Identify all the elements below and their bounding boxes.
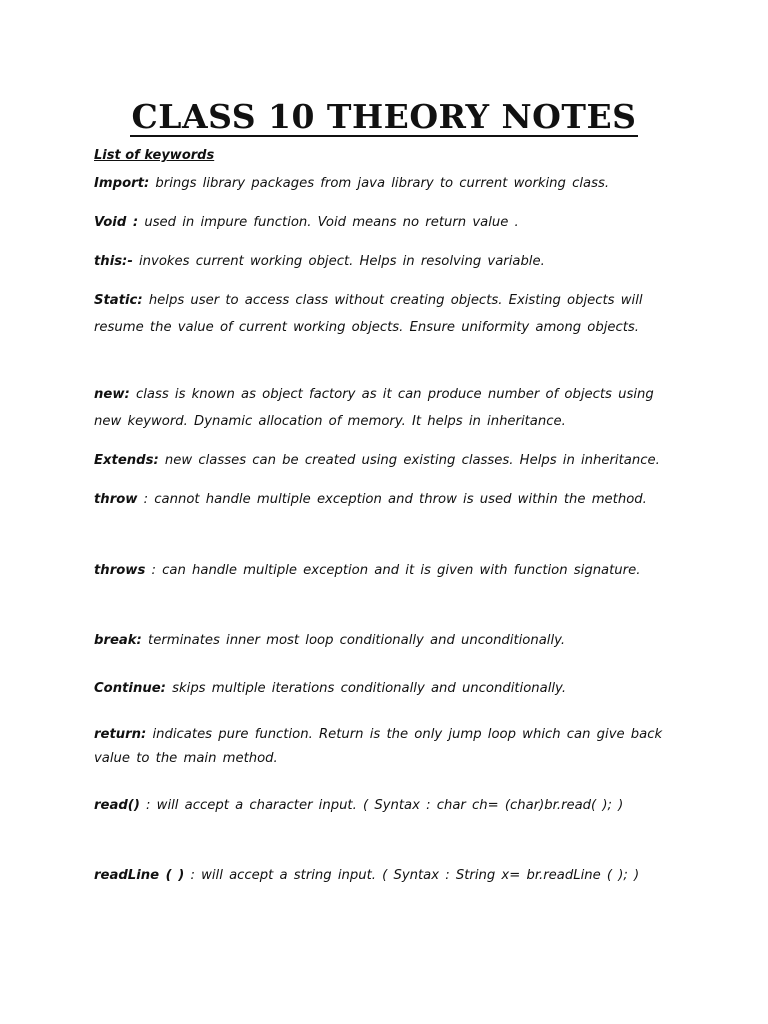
keyword-entry-static bbox=[94, 287, 682, 341]
keyword-term: return: bbox=[94, 727, 147, 742]
keyword-description: indicates pure function. Return is the only jump loop which can give back value to the main method. bbox=[94, 727, 663, 766]
keyword-term: Import: bbox=[94, 176, 150, 191]
keyword-entry-continue bbox=[94, 677, 682, 701]
page-title bbox=[0, 96, 768, 138]
keyword-term: read() bbox=[94, 798, 140, 813]
keyword-entry-return bbox=[94, 723, 682, 771]
keyword-term: Static: bbox=[94, 293, 143, 308]
keyword-description: : can handle multiple exception and it is given with function signature. bbox=[145, 563, 641, 578]
keyword-description: brings library packages from java library to current working class. bbox=[149, 176, 610, 191]
keyword-entry-import bbox=[94, 172, 682, 196]
keyword-description: skips multiple iterations conditionally and unconditionally. bbox=[165, 681, 567, 696]
keyword-description: : will accept a string input. ( Syntax : String x= br.readLine ( ); ) bbox=[184, 868, 640, 883]
keyword-entry-extends bbox=[94, 449, 682, 473]
keyword-description: class is known as object factory as it can produce number of objects using new keyword. Dynamic allocation of memory. It helps in inheritance. bbox=[94, 387, 654, 429]
keyword-term: Extends: bbox=[94, 453, 159, 468]
keyword-description: terminates inner most loop conditionally and unconditionally. bbox=[141, 633, 566, 648]
keyword-description: invokes current working object. Helps in resolving variable. bbox=[132, 254, 545, 269]
keyword-term: Void : bbox=[94, 215, 139, 230]
keyword-entry-this bbox=[94, 250, 682, 274]
keyword-entry-break bbox=[94, 629, 682, 653]
keyword-term: Continue: bbox=[94, 681, 166, 696]
keyword-term: readLine ( ) bbox=[94, 868, 185, 883]
keywords-subheading: List of keywords bbox=[94, 148, 215, 163]
page-title-text: CLASS 10 THEORY NOTES bbox=[131, 97, 637, 136]
keyword-entry-read bbox=[94, 794, 682, 818]
keyword-entry-throw bbox=[94, 488, 682, 512]
keyword-description: used in impure function. Void means no return value . bbox=[138, 215, 519, 230]
keyword-entry-new bbox=[94, 381, 682, 435]
keyword-term: new: bbox=[94, 387, 130, 402]
keyword-term: throws bbox=[94, 563, 146, 578]
keyword-term: throw bbox=[94, 492, 138, 507]
keyword-description: : will accept a character input. ( Syntax : char ch= (char)br.read( ); ) bbox=[139, 798, 624, 813]
keyword-entry-throws bbox=[94, 559, 682, 583]
keyword-term: break: bbox=[94, 633, 142, 648]
keyword-entry-void bbox=[94, 211, 682, 235]
keyword-description: : cannot handle multiple exception and throw is used within the method. bbox=[137, 492, 647, 507]
keyword-entry-readline bbox=[94, 864, 682, 888]
keyword-description: helps user to access class without creating objects. Existing objects will resume the value of current working objects. Ensure uniformity among objects. bbox=[94, 293, 643, 335]
keyword-term: this:- bbox=[94, 254, 133, 269]
keyword-description: new classes can be created using existing classes. Helps in inheritance. bbox=[158, 453, 660, 468]
